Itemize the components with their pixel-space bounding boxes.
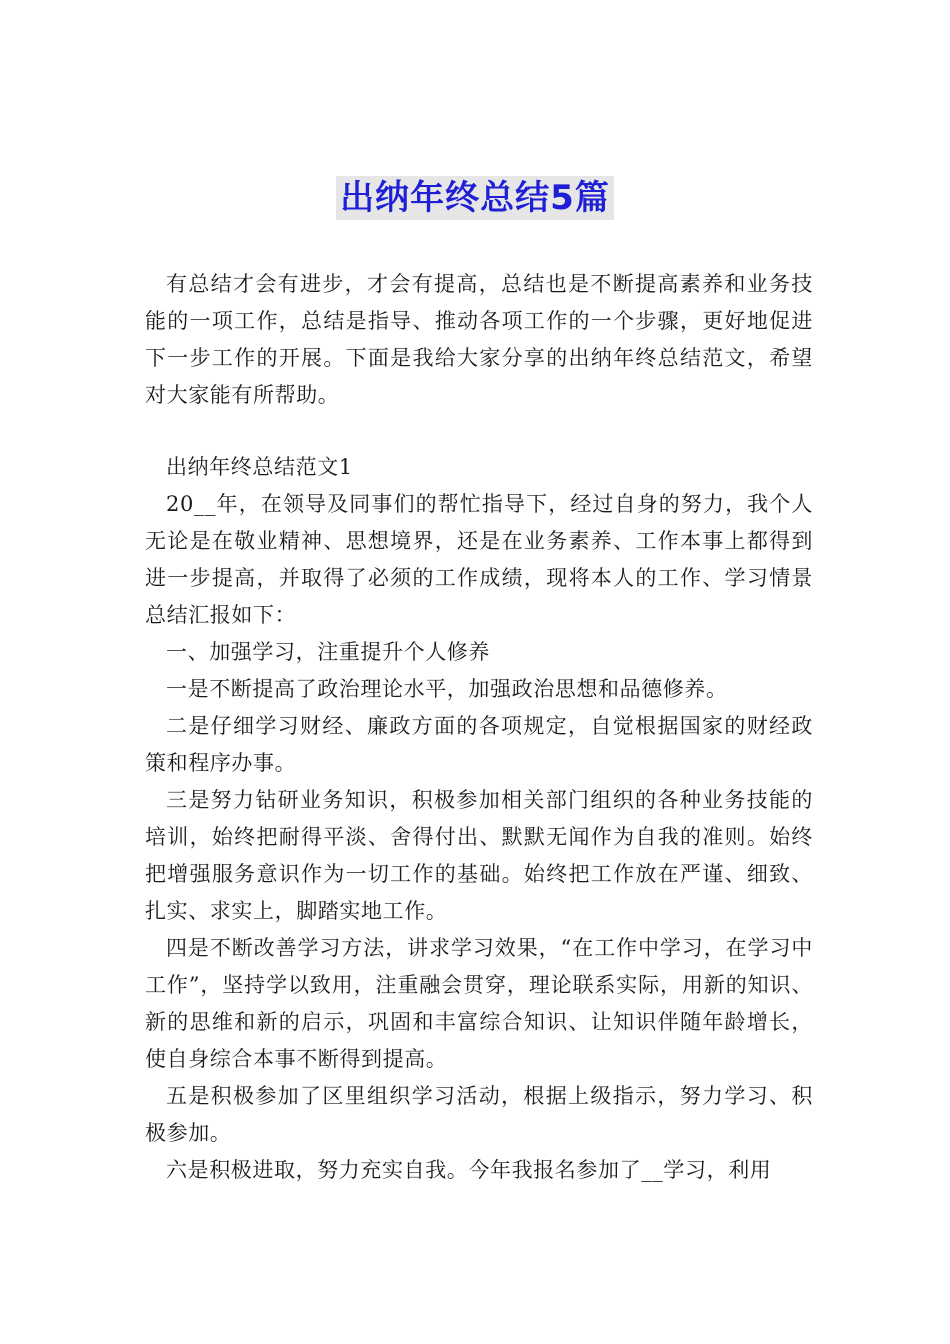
body-paragraph: 六是积极进取，努力充实自我。今年我报名参加了__学习，利用 <box>166 1158 772 1182</box>
body-paragraph: 一是不断提高了政治理论水平，加强政治思想和品德修养。 <box>166 677 728 701</box>
body-paragraph: 20__年，在领导及同事们的帮忙指导下，经过自身的努力，我个人无论是在敬业精神、思想境界，还是在业务素养、工作本事上都得到进一步提高，并取得了必须的工作成绩，现将本人的工作、学习情景总结汇报如下： <box>145 492 813 627</box>
main-block <box>145 449 813 1189</box>
body-paragraph: 二是仔细学习财经、廉政方面的各项规定，自觉根据国家的财经政策和程序办事。 <box>145 714 813 775</box>
body-paragraph: 四是不断改善学习方法，讲求学习效果，“在工作中学习，在学习中工作”，坚持学以致用，注重融会贯穿，理论联系实际，用新的知识、新的思维和新的启示，巩固和丰富综合知识、让知识伴随年龄增长，使自身综合本事不断得到提高。 <box>145 936 813 1071</box>
title-container <box>0 176 950 220</box>
intro-block <box>145 266 813 414</box>
document-title: 出纳年终总结5篇 <box>336 176 614 220</box>
body-paragraph: 五是积极参加了区里组织学习活动，根据上级指示，努力学习、积极参加。 <box>145 1084 813 1145</box>
intro-paragraph: 有总结才会有进步，才会有提高，总结也是不断提高素养和业务技能的一项工作，总结是指导、推动各项工作的一个步骤，更好地促进下一步工作的开展。下面是我给大家分享的出纳年终总结范文，希望对大家能有所帮助。 <box>145 272 813 407</box>
section-heading: 出纳年终总结范文1 <box>166 455 353 479</box>
subheading: 一、加强学习，注重提升个人修养 <box>166 640 490 664</box>
body-paragraph: 三是努力钻研业务知识，积极参加相关部门组织的各种业务技能的培训，始终把耐得平淡、舍得付出、默默无闻作为自我的准则。始终把增强服务意识作为一切工作的基础。始终把工作放在严谨、细致、扎实、求实上，脚踏实地工作。 <box>145 788 813 923</box>
